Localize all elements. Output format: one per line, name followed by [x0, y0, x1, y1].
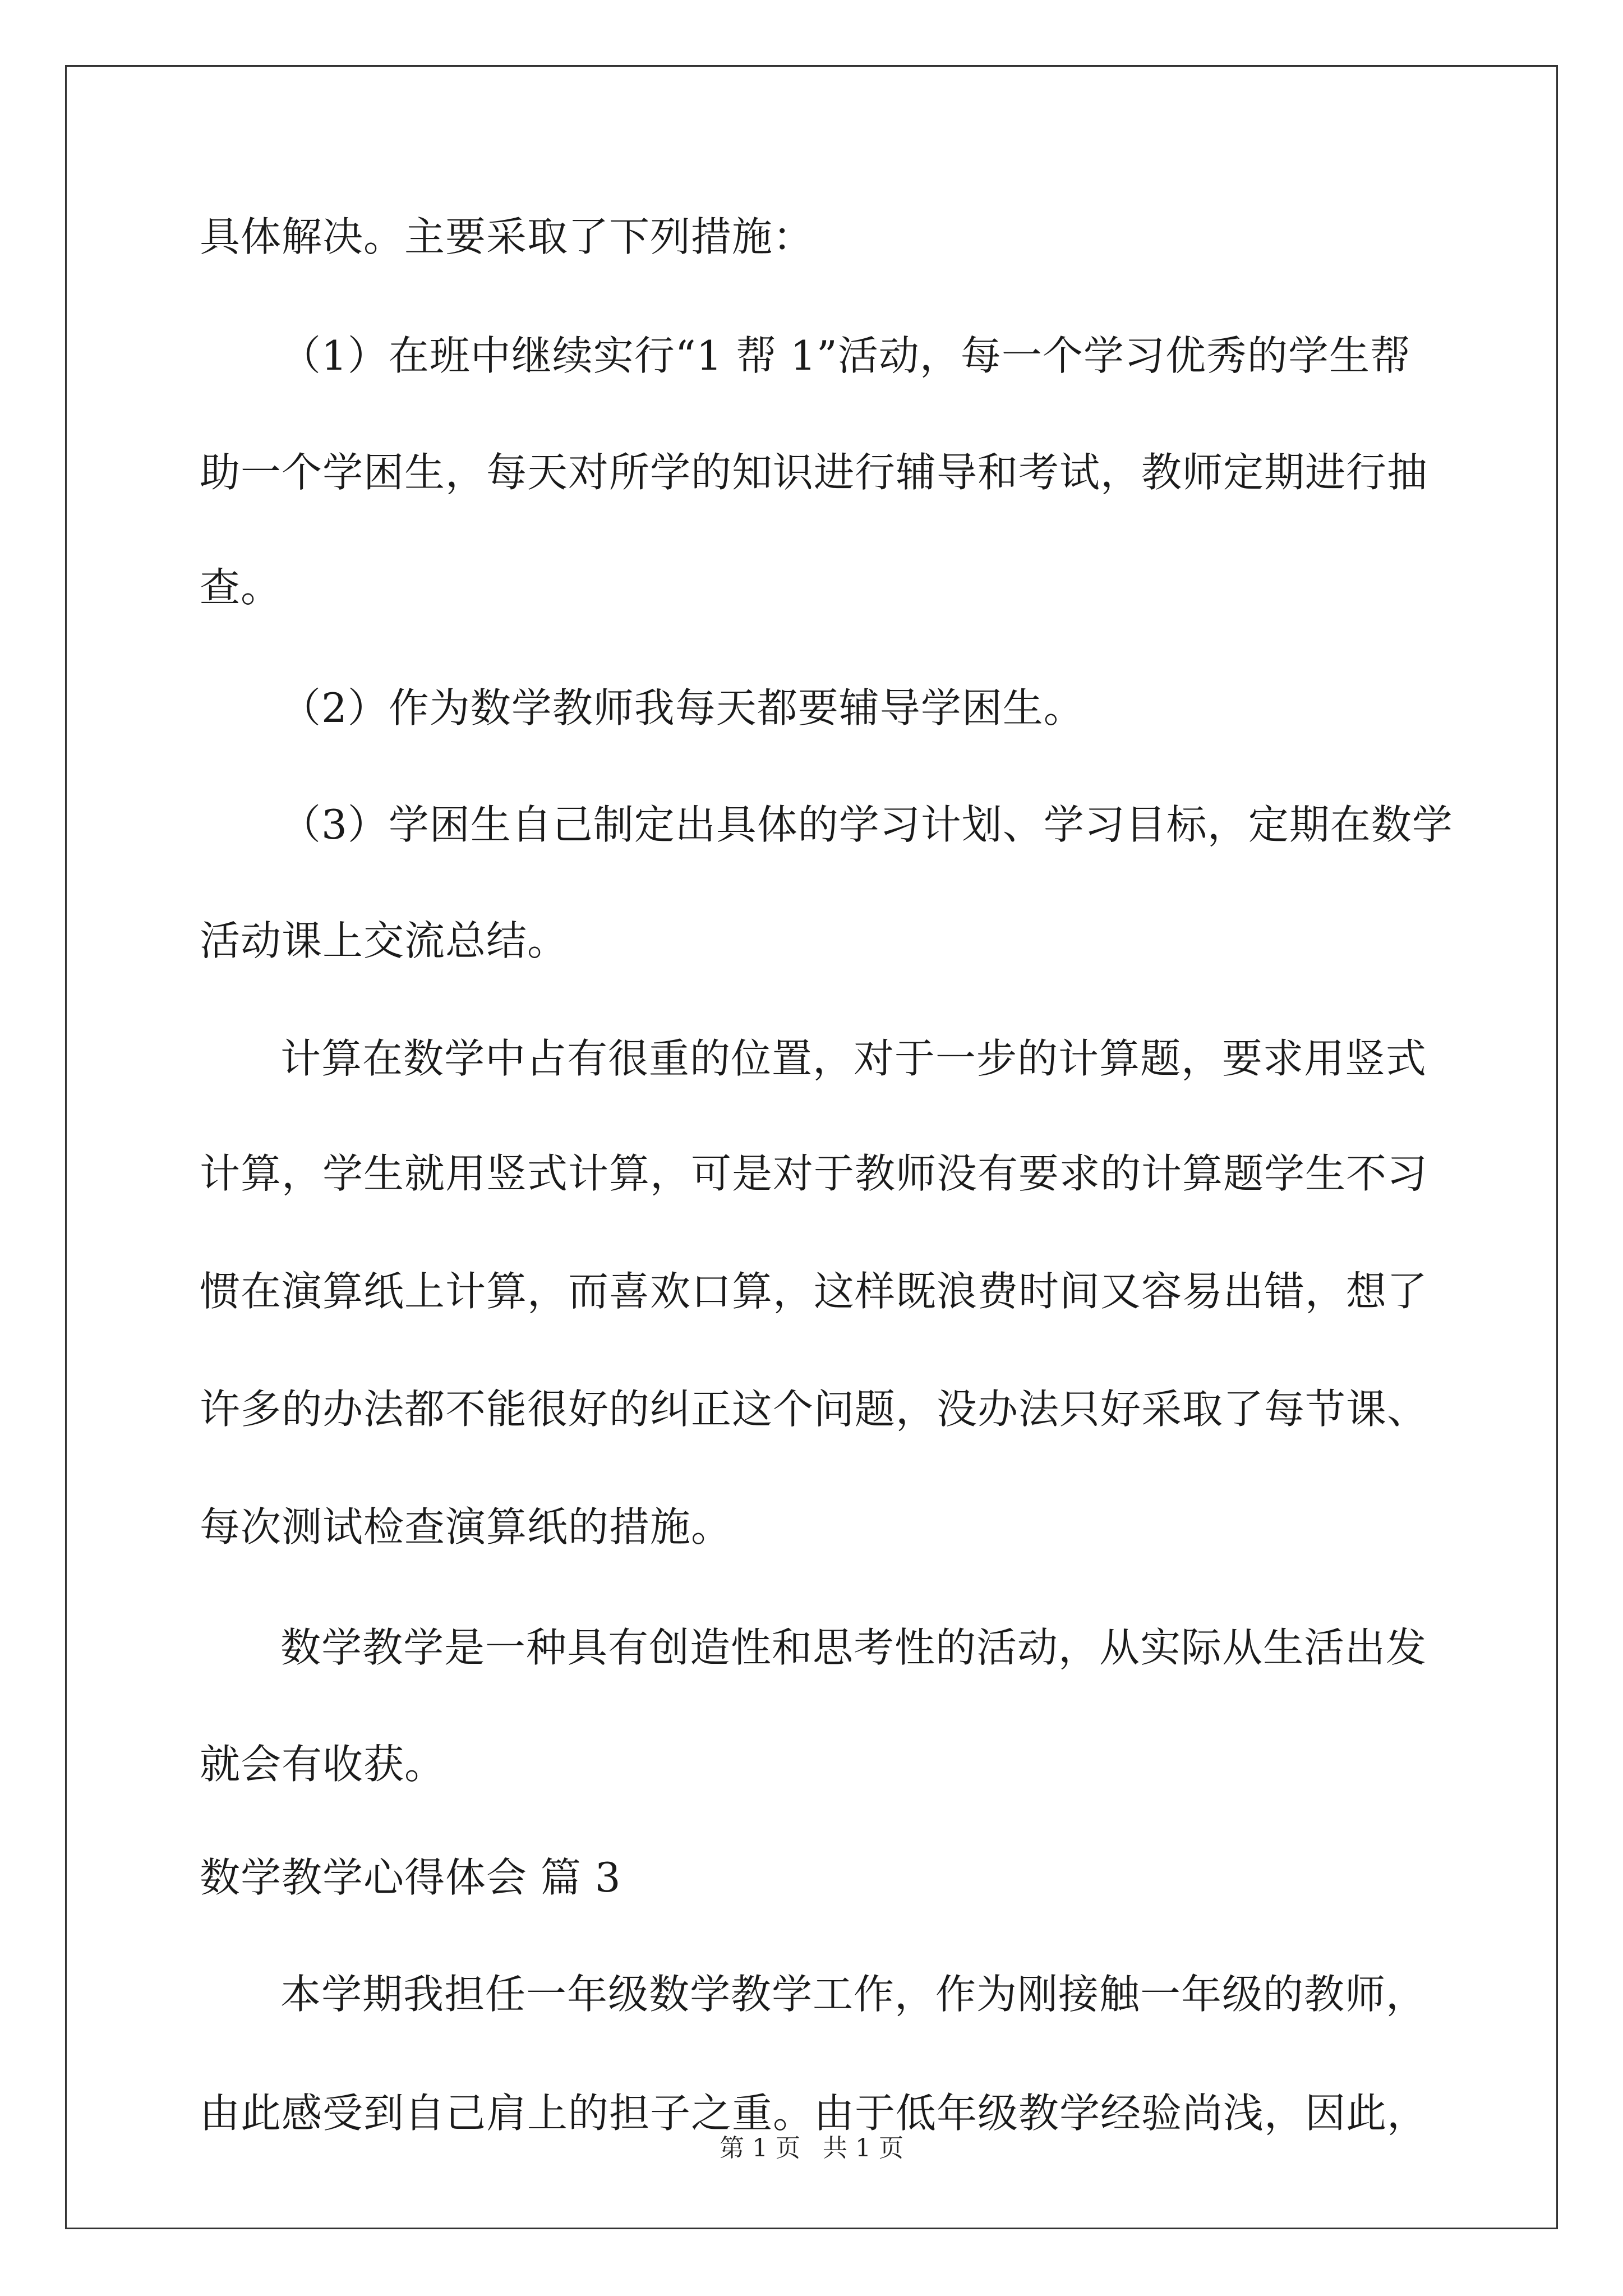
page-number-current: 第 1 页 [720, 2134, 800, 2162]
text-line: 本学期我担任一年级数学教学工作，作为刚接触一年级的教师， [280, 1971, 1427, 2018]
text-line: 惯在演算纸上计算，而喜欢口算，这样既浪费时间又容易出错，想了 [200, 1268, 1428, 1315]
text-line: 助一个学困生，每天对所学的知识进行辅导和考试，教师定期进行抽 [200, 449, 1428, 496]
text-line: 计算，学生就用竖式计算，可是对于教师没有要求的计算题学生不习 [200, 1150, 1428, 1197]
text-line: （3）学困生自己制定出具体的学习计划、学习目标，定期在数学 [280, 801, 1453, 848]
text-line: （1）在班中继续实行“1 帮 1”活动，每一个学习优秀的学生帮 [280, 332, 1411, 379]
text-line: 就会有收获。 [200, 1741, 446, 1788]
text-line: 数学教学是一种具有创造性和思考性的活动，从实际从生活出发 [280, 1624, 1427, 1671]
text-line: 许多的办法都不能很好的纠正这个问题，没办法只好采取了每节课、 [200, 1386, 1428, 1433]
text-line: 具体解决。主要采取了下列措施： [200, 213, 814, 260]
page-number-total: 共 1 页 [823, 2134, 903, 2162]
text-line: 计算在数学中占有很重的位置，对于一步的计算题，要求用竖式 [280, 1035, 1427, 1082]
text-line: 查。 [200, 564, 282, 611]
text-line: 由此感受到自己肩上的担子之重。由于低年级教学经验尚浅，因此， [200, 2090, 1428, 2137]
section-heading: 数学教学心得体会 篇 3 [200, 1854, 621, 1901]
text-line: 每次测试检查演算纸的措施。 [200, 1503, 732, 1550]
text-line: （2）作为数学教师我每天都要辅导学困生。 [280, 684, 1085, 731]
page-footer [0, 2132, 1623, 2165]
text-line: 活动课上交流总结。 [200, 917, 569, 964]
